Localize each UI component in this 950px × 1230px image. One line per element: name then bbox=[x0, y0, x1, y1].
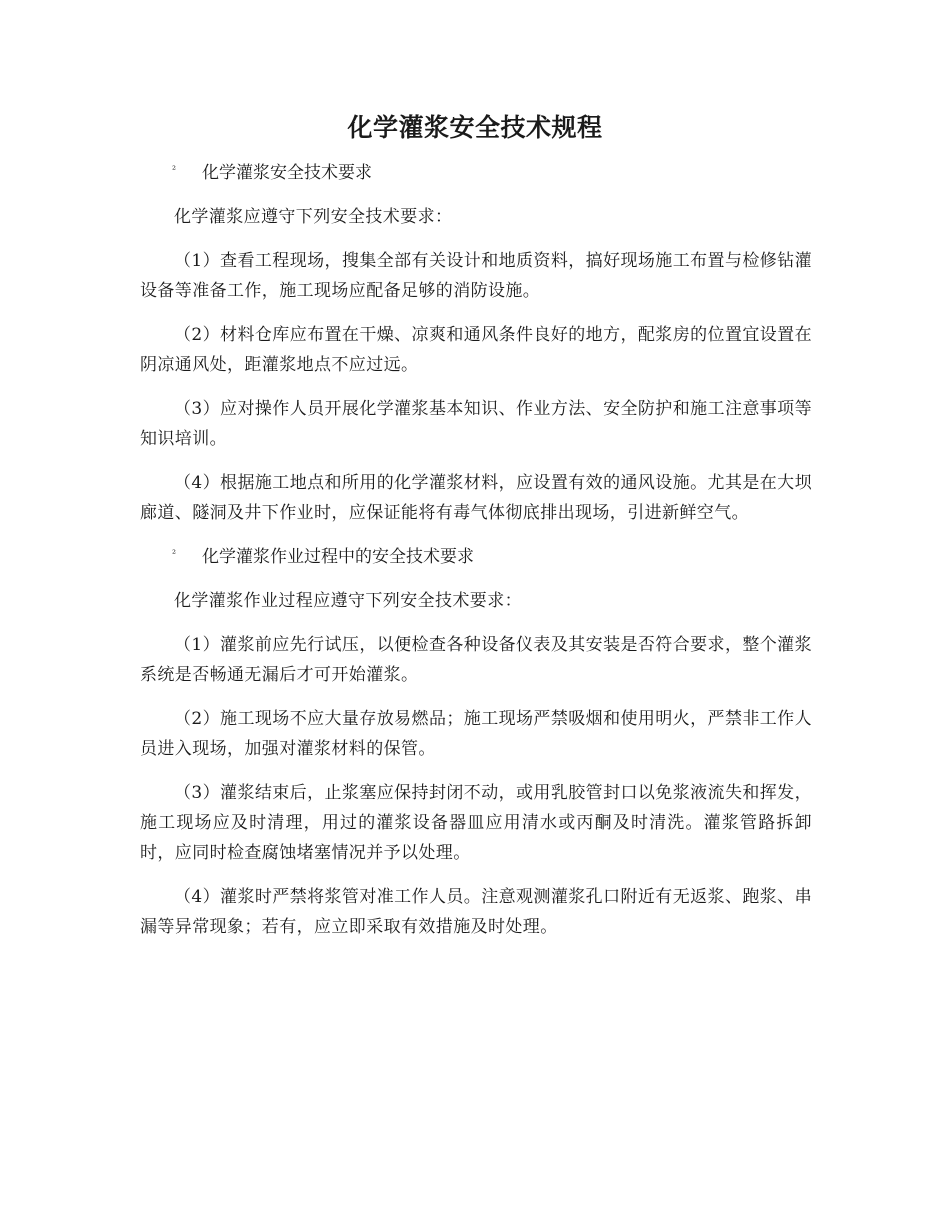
bullet-marker: ² bbox=[172, 549, 177, 560]
document-title: 化学灌浆安全技术规程 bbox=[347, 113, 603, 142]
section-item: （4）灌浆时严禁将浆管对准工作人员。注意观测灌浆孔口附近有无返浆、跑浆、串漏等异常现象；若有，应立即采取有效措施及时处理。 bbox=[140, 887, 812, 937]
section-heading-text: 化学灌浆安全技术要求 bbox=[202, 163, 372, 183]
section-item: （1）灌浆前应先行试压，以便检查各种设备仪表及其安装是否符合要求，整个灌浆系统是否畅通无漏后才可开始灌浆。 bbox=[140, 635, 812, 685]
section-heading bbox=[140, 158, 812, 188]
section-item: （3）灌浆结束后，止浆塞应保持封闭不动，或用乳胶管封口以免浆液流失和挥发，施工现场应及时清理，用过的灌浆设备器皿应用清水或丙酮及时清洗。灌浆管路拆卸时，应同时检查腐蚀堵塞情况并予以处理。 bbox=[140, 783, 812, 863]
section-intro: 化学灌浆作业过程应遵守下列安全技术要求： bbox=[174, 591, 522, 611]
section-item: （1）查看工程现场，搜集全部有关设计和地质资料，搞好现场施工布置与检修钻灌设备等准备工作，施工现场应配备足够的消防设施。 bbox=[140, 251, 812, 301]
document-body bbox=[140, 158, 812, 956]
section-intro: 化学灌浆应遵守下列安全技术要求： bbox=[174, 207, 453, 227]
section-item: （2）施工现场不应大量存放易燃品；施工现场严禁吸烟和使用明火，严禁非工作人员进入现场，加强对灌浆材料的保管。 bbox=[140, 709, 812, 759]
section-heading-text: 化学灌浆作业过程中的安全技术要求 bbox=[202, 547, 474, 567]
bullet-marker: ² bbox=[172, 165, 177, 176]
section-item: （3）应对操作人员开展化学灌浆基本知识、作业方法、安全防护和施工注意事项等知识培训。 bbox=[140, 399, 812, 449]
section-heading bbox=[140, 542, 812, 572]
section-item: （2）材料仓库应布置在干燥、凉爽和通风条件良好的地方，配浆房的位置宜设置在阴凉通风处，距灌浆地点不应过远。 bbox=[140, 325, 812, 375]
section-item: （4）根据施工地点和所用的化学灌浆材料，应设置有效的通风设施。尤其是在大坝廊道、隧洞及井下作业时，应保证能将有毒气体彻底排出现场，引进新鲜空气。 bbox=[140, 473, 812, 523]
